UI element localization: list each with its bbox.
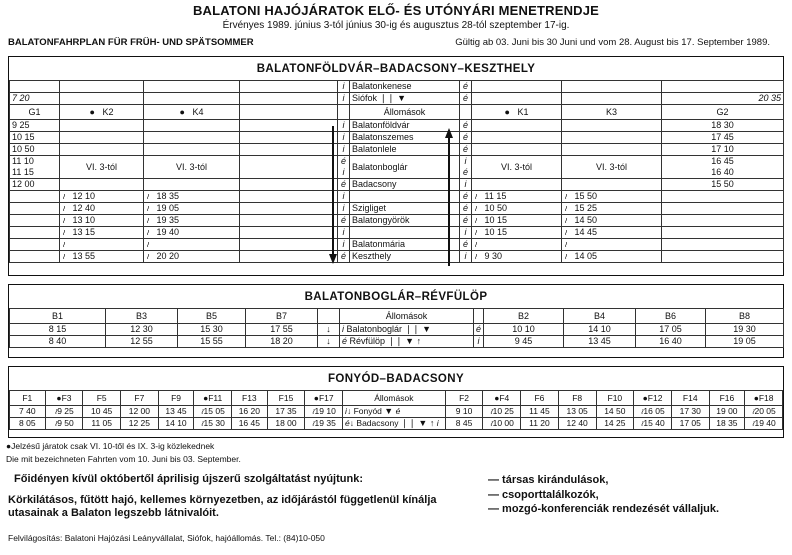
timetable-foldvar-keszthely xyxy=(9,80,784,263)
table-row: 12 00 é Badacsony i 15 50 xyxy=(10,179,784,191)
table-row: 10 15 i Balatonszemes é 17 45 xyxy=(10,132,784,144)
header-row: G1 ● K2 ● K4 Állomások ● K1 K3 G2 xyxy=(10,105,784,120)
header-row: B1 B3 B5 B7 Állomások B2 B4 B6 B8 xyxy=(10,309,784,324)
table-row: 8 40 12 55 15 55 18 20 ↓ é Révfülöp ❘❘ ▼ ↑ i 9 45 13 45 16 40 19 05 xyxy=(10,336,784,348)
bullet-icon: ● xyxy=(179,106,185,117)
validity-hu: Érvényes 1989. június 3-tól június 30-ig és augusztus 28-tól szeptember 17-ig. xyxy=(222,20,570,31)
validity-de: Gültig ab 03. Juni bis 30 Juni und vom 28. August bis 17. September 1989. xyxy=(455,37,770,48)
station: Balatonkenese xyxy=(350,81,460,93)
advert-line1: Főidényen kívül októbertől áprilisig újszerű szolgáltatást nyújtunk: xyxy=(14,473,363,485)
table-row: ≀ 12 10 ≀ 18 35 i é ≀ 11 15 ≀ 15 50 xyxy=(10,191,784,203)
header-row: F1 ●F3 F5 F7 F9 ●F11 F13 F15 ●F17 Állomások F2 ●F4 F6 F8 F10 ●F12 F14 F16 ●F18 xyxy=(10,391,783,406)
bullet-icon: ● xyxy=(6,441,12,451)
table-row: ≀ 13 15 ≀ 19 40 i i ≀ 10 15 ≀ 14 45 xyxy=(10,227,784,239)
contact-info: Felvilágosítás: Balatoni Hajózási Leányvállalat, Siófok, hajóállomás. Tel.: (84)10-050 xyxy=(8,533,325,543)
bullet-icon: ● xyxy=(56,392,62,403)
restaurant-icon: ❘❘ ▼ ↑ xyxy=(387,336,422,346)
bullet-icon: ● xyxy=(89,106,95,117)
table-row: ≀ 13 10 ≀ 19 35 é Balatongyörök é ≀ 10 15 ≀ 14 50 xyxy=(10,215,784,227)
table-row: 11 10 11 15 VI. 3-tól VI. 3-tól é i Balatonboglár i é VI. 3-tól VI. 3-tól 16 45 16 40 xyxy=(10,156,784,179)
table-row: i Balatonkenese é xyxy=(10,81,784,93)
table-row: 10 50 i Balatonlele é 17 10 xyxy=(10,144,784,156)
arrow-up-icon xyxy=(445,126,453,266)
bullet-icon: ● xyxy=(504,106,510,117)
bullet-icon: ● xyxy=(313,392,319,403)
arrow-down-icon xyxy=(329,126,337,266)
list-item: — csoporttalálkozók, xyxy=(488,488,599,501)
restaurant-icon: ❘❘ ▼ xyxy=(404,324,432,334)
section2-title: BALATONBOGLÁR–RÉVFÜLÖP xyxy=(304,291,488,303)
timetable-boglar-revfulop xyxy=(9,308,784,348)
bullet-icon: ● xyxy=(203,392,209,403)
section1-title: BALATONFÖLDVÁR–BADACSONY–KESZTHELY xyxy=(256,63,536,75)
advert-line2: Körkilátásos, fűtött hajó, kellemes környezetben, az időjárástól függetlenül kínálja utasainak a Balaton legszebb látnivalóit. xyxy=(8,494,437,519)
table-row: 7 40 ≀9 25 10 45 12 00 13 45 ≀15 05 16 20 17 35 ≀19 10 i↓ Fonyód ▼ é 9 10 ≀10 25 11 45 13 05 14 50 ≀16 05 17 30 19 00 ≀20 05 xyxy=(10,406,783,418)
advert-list xyxy=(488,473,719,517)
table-row: ≀ 12 40 ≀ 19 05 i Szigliget é ≀ 10 50 ≀ 15 25 xyxy=(10,203,784,215)
restaurant-icon: ❘❘ ▼ xyxy=(379,93,407,103)
table-row: 9 25 i Balatonföldvár é 18 30 xyxy=(10,120,784,132)
section3-title: FONYÓD–BADACSONY xyxy=(327,373,465,385)
list-item: — mozgó-konferenciák rendezését vállaljuk. xyxy=(488,503,720,515)
table-row: 8 15 12 30 15 30 17 55 ↓ i Balatonboglár ❘❘ ▼ é 10 10 14 10 17 05 19 30 xyxy=(10,324,784,336)
table-row: 8 05 ≀9 50 11 05 12 25 14 10 ≀15 30 16 45 18 00 ≀19 35 é↓ Badacsony ❘❘ ▼ ↑ i 8 45 ≀10 00 11 20 12 40 14 25 ≀15 40 17 05 18 35 ≀19 40 xyxy=(10,418,783,430)
bullet-icon: ● xyxy=(642,392,648,403)
timetable-fonyod-badacsony xyxy=(9,390,783,430)
table-row: 7 20 i Siófok ❘❘ ▼ é 20 35 xyxy=(10,93,784,105)
station: Siófok ❘❘ ▼ xyxy=(350,93,460,105)
table-row: ≀ 13 55 ≀ 20 20 é Keszthely i ≀ 9 30 ≀ 14 05 xyxy=(10,251,784,263)
footnote-hu: ●Jelzésű járatok csak VI. 10-től és IX. 3-ig közlekednek xyxy=(6,441,215,451)
title-de: BALATONFAHRPLAN FÜR FRÜH- UND SPÄTSOMMER xyxy=(8,37,254,48)
restaurant-icon: ❘❘ ▼ ↑ xyxy=(400,418,435,428)
list-item: — társas kirándulások, xyxy=(488,474,609,486)
bullet-icon: ● xyxy=(494,392,500,403)
bullet-icon: ● xyxy=(753,392,759,403)
page-title: BALATONI HAJÓJÁRATOK ELŐ- ÉS UTÓNYÁRI MENETRENDJE xyxy=(192,3,600,18)
restaurant-icon: ▼ xyxy=(384,406,394,416)
footnote-de: Die mit bezeichneten Fahrten vom 10. Juni bis 03. September. xyxy=(6,454,241,464)
table-row: ≀ ≀ i Balatonmária é ≀ ≀ xyxy=(10,239,784,251)
